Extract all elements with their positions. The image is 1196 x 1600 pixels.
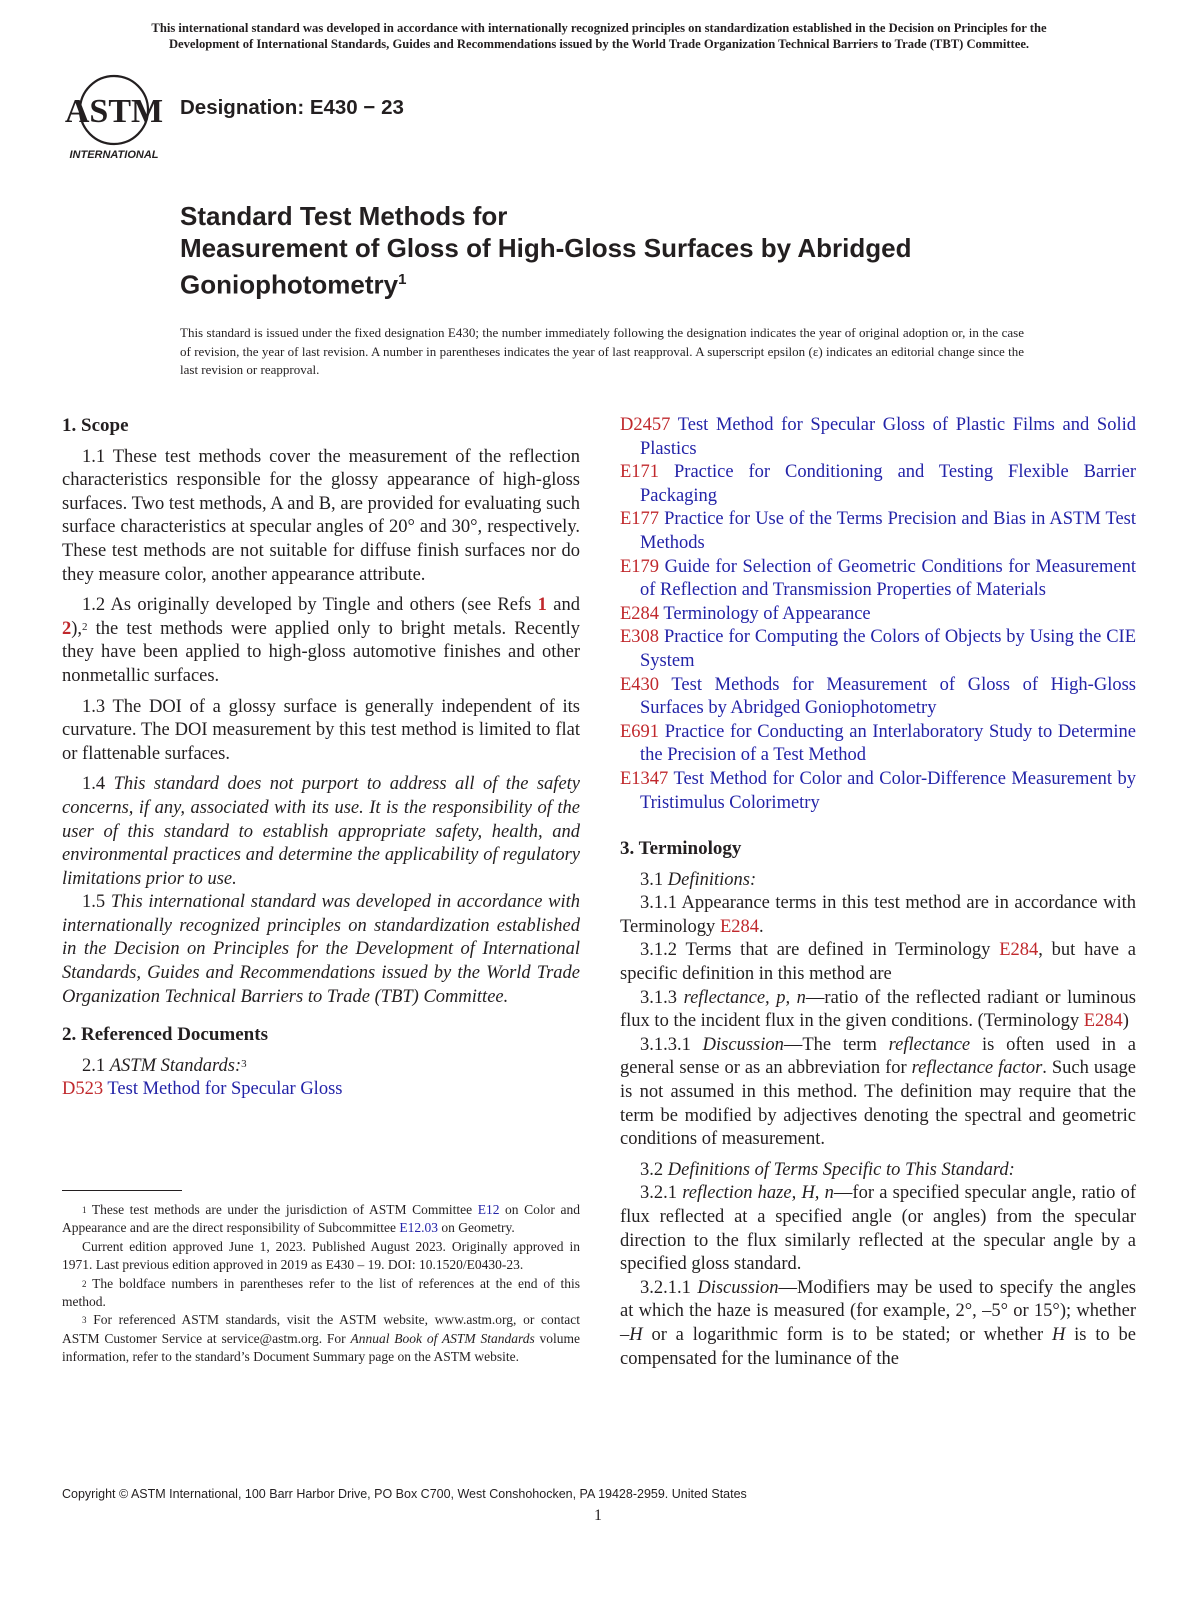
footnotes [62, 1201, 580, 1367]
ref-standard-item[interactable] [620, 626, 1136, 673]
tbt-notice [62, 20, 1136, 52]
definitions-specific-label: 3.2 Definitions of Terms Specific to This Standard: [640, 1159, 1015, 1180]
term-para-3-1-3: 3.1.3 reflectance, p, n—ratio of the reflected radiant or luminous flux to the incident flux in the given conditions. (Terminology E284) [620, 987, 1136, 1032]
tbt-notice-line-1: This international standard was developed in accordance with internationally recognized principles on standardization established in the Decision on Principles for the [151, 21, 1047, 35]
ref-code: D523 [62, 1079, 104, 1100]
copyright-line: Copyright © ASTM International, 100 Barr Harbor Drive, PO Box C700, West Conshohocken, PA 19428-2959. United States [62, 1487, 747, 1501]
ref-link-2[interactable]: 2 [62, 618, 72, 639]
page-number: 1 [594, 1507, 602, 1524]
ref-code: E179 [620, 556, 660, 577]
ref-code: E308 [620, 627, 660, 648]
right-column [620, 414, 1136, 1371]
ref-title: Practice for Conditioning and Testing Flexible Barrier Packaging [640, 462, 1136, 506]
ref-standard-item[interactable] [62, 1078, 580, 1102]
ref-title: Practice for Conducting an Interlaboratory Study to Determine the Precision of a Test Method [640, 721, 1137, 766]
footnote-1-approval: Current edition approved June 1, 2023. Published August 2023. Originally approved in 1971. Last previous edition approved in 2019 as E430 – 19. DOI: 10.1520/E0430-23. [62, 1238, 580, 1273]
footnote-3: $^3$ For referenced ASTM standards, visit the ASTM website, www.astm.org, or contact ASTM Customer Service at service@astm.org. For Annual Book of ASTM Standards volume information, refer to the standard’s Document Summary page on the ASTM website. [62, 1312, 581, 1365]
ref-title: Guide for Selection of Geometric Conditions for Measurement of Reflection and Transmission Properties of Materials [640, 556, 1136, 601]
ref-title: Terminology of Appearance [663, 603, 871, 624]
logo-letters: ASTM [64, 93, 164, 130]
ref-title: Test Method for Specular Gloss of Plastic Films and Solid Plastics [640, 415, 1136, 459]
ref-standard-item[interactable] [620, 508, 1136, 555]
term-para-3-2-1-1: 3.2.1.1 Discussion—Modifiers may be used to specify the angles at which the haze is measured (for example, 2°, –5° or 15°); whether –H or a logarithmic form is to be stated; or whether H is to be compensated for the luminance of the [620, 1277, 1137, 1369]
ref-title: Practice for Use of the Terms Precision and Bias in ASTM Test Methods [640, 509, 1136, 553]
terminology-link-e284[interactable]: E284 [1083, 1011, 1123, 1032]
astm-logo [62, 70, 172, 162]
ref-code: E171 [620, 462, 660, 483]
issue-note: This standard is issued under the fixed designation E430; the number immediately following the designation indicates the year of original adoption or, in the case of revision, the year of last revision. A number in parentheses indicates the year of last reapproval. A superscript epsilon (ε) indicates an editorial change since the last revision or reapproval. [180, 325, 1024, 378]
title-line-3: Goniophotometry [180, 269, 399, 300]
scope-para-1-3: 1.3 The DOI of a glossy surface is generally independent of its curvature. The DOI measurement by this test method is limited to flat or flattenable surfaces. [62, 696, 580, 764]
section-heading-scope: 1. Scope [62, 415, 129, 436]
ref-standard-item[interactable] [620, 674, 1136, 721]
footnote-ref-3[interactable]: 3 [241, 1057, 247, 1070]
astm-standards-label: 2.1 ASTM Standards:$^3$ [82, 1055, 247, 1076]
ref-title: Test Methods for Measurement of Gloss of High-Gloss Surfaces by Abridged Goniophotometry [640, 674, 1136, 719]
ref-code: E177 [620, 509, 660, 530]
logo-international: INTERNATIONAL [69, 149, 159, 161]
footnote-ref-2[interactable]: 2 [82, 620, 88, 633]
scope-para-1-1: 1.1 These test methods cover the measurement of the reflection characteristics responsible for the glossy appearance of high-gloss surfaces. Two test methods, A and B, are provided for evaluating such surface characteristics at specular angles of 20° and 30°, respectively. These test methods are not suitable for diffuse finish surfaces nor do they measure color, another appearance attribute. [62, 446, 580, 585]
ref-code: D2457 [620, 415, 671, 435]
ref-code: E691 [620, 721, 660, 742]
ref-title: Test Method for Color and Color-Difference Measurement by Tristimulus Colorimetry [640, 768, 1136, 813]
footnote-2: $^2$ The boldface numbers in parentheses refer to the list of references at the end of this method. [62, 1275, 580, 1310]
document-title [180, 200, 1080, 301]
ref-standard-item[interactable] [620, 461, 1136, 508]
ref-code: E1347 [620, 768, 669, 789]
committee-link-e12[interactable]: E12 [477, 1202, 500, 1217]
terminology-link-e284[interactable]: E284 [719, 916, 759, 937]
ref-link-1[interactable]: 1 [537, 595, 547, 616]
term-para-3-1-3-1: 3.1.3.1 Discussion—The term reflectance is often used in a general sense or as an abbreviation for reflectance factor. Such usage is not assumed in this method. The definition may require that the term be modified by adjectives denoting the spectral and geometric conditions of measurement. [620, 1034, 1136, 1150]
tbt-notice-line-2: Development of International Standards, Guides and Recommendations issued by the World Trade Organization Technical Barriers to Trade (TBT) Committee. [168, 37, 1030, 51]
term-para-3-1-2: 3.1.2 Terms that are defined in Terminology E284, but have a specific definition in this method are [620, 940, 1136, 985]
title-line-1: Standard Test Methods for [180, 201, 508, 231]
title-footnote-ref[interactable]: 1 [398, 271, 407, 288]
footnote-1: $^1$ These test methods are under the jurisdiction of ASTM Committee E12 on Color and Appearance and are the direct responsibility of Subcommittee E12.03 on Geometry. [62, 1202, 580, 1236]
ref-standard-item[interactable] [620, 721, 1136, 768]
scope-para-1-4: 1.4 This standard does not purport to address all of the safety concerns, if any, associated with its use. It is the responsibility of the user of this standard to establish appropriate safety, health, and environmental practices and determine the applicability of regulatory limitations prior to use. [62, 774, 581, 889]
term-para-3-1-1: 3.1.1 Appearance terms in this test method are in accordance with Terminology E284. [620, 893, 1136, 937]
ref-code: E430 [620, 674, 660, 695]
footnote-divider [62, 1190, 182, 1191]
designation: Designation: E430 − 23 [180, 96, 404, 119]
ref-standard-item[interactable] [620, 414, 1136, 461]
section-heading-referenced: 2. Referenced Documents [62, 1024, 268, 1046]
ref-code: E284 [620, 603, 660, 624]
section-heading-terminology: 3. Terminology [620, 838, 742, 860]
ref-standard-item[interactable] [620, 768, 1136, 815]
subcommittee-link-e12-03[interactable]: E12.03 [399, 1220, 439, 1236]
scope-para-1-2: 1.2 As originally developed by Tingle and others (see Refs 1 and 2),$^2$ the test methods were applied only to bright metals. Recently they have been applied to high-gloss automotive finishes and other nonmetallic surfaces. [62, 595, 580, 686]
title-line-2: Measurement of Gloss of High-Gloss Surfaces by Abridged [180, 233, 912, 263]
terminology-link-e284[interactable]: E284 [999, 940, 1039, 961]
left-column [62, 414, 580, 1102]
scope-para-1-5: 1.5 This international standard was developed in accordance with internationally recognized principles on standardization established in the Decision on Principles for the Development of International Standards, Guides and Recommendations issued by the World Trade Organization Technical Barriers to Trade (TBT) Committee. [62, 892, 581, 1007]
ref-standard-item[interactable] [620, 603, 1136, 627]
definitions-label: 3.1 Definitions: [640, 869, 757, 890]
ref-title: Practice for Computing the Colors of Objects by Using the CIE System [640, 627, 1136, 671]
term-para-3-2-1: 3.2.1 reflection haze, H, n—for a specified specular angle, ratio of flux reflected at a specified angle (or angles) from the specular direction to the flux similarly reflected at the specular angle by a specified gloss standard. [620, 1183, 1136, 1275]
ref-standard-item[interactable] [620, 556, 1136, 603]
referenced-standards-list [620, 414, 1136, 815]
ref-title: Test Method for Specular Gloss [107, 1079, 343, 1100]
